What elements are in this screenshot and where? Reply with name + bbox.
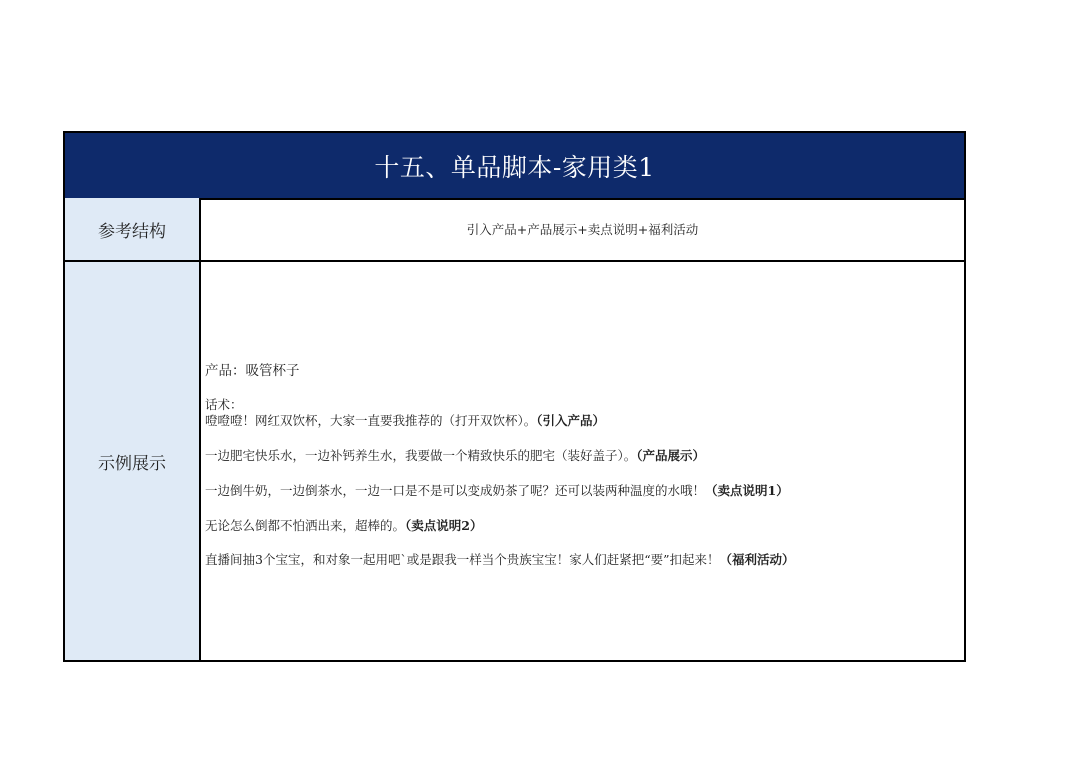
script-line-tag: （卖点说明1） — [705, 483, 789, 498]
script-line-text: 直播间抽3个宝宝，和对象一起用吧`或是跟我一样当个贵族宝宝！家人们赶紧把“要”扣起来！ — [205, 552, 720, 567]
script-line-tag: （产品展示） — [636, 448, 706, 463]
speech-label: 话术： — [205, 397, 243, 412]
script-line-tag: （卖点说明2） — [405, 518, 483, 533]
script-line-tag: （福利活动） — [719, 552, 795, 567]
script-line-text: 一边肥宅快乐水，一边补钙养生水，我要做一个精致快乐的肥宅（装好盖子）。 — [205, 448, 637, 463]
product-line: 产品：吸管杯子 — [205, 363, 300, 379]
example-label: 示例展示 — [65, 262, 201, 660]
example-content — [201, 262, 964, 660]
script-table — [63, 131, 966, 662]
script-line — [205, 411, 605, 429]
structure-label: 参考结构 — [65, 198, 201, 262]
script-line-text: 无论怎么倒都不怕洒出来，超棒的。 — [205, 518, 406, 533]
table-title: 十五、单品脚本-家用类1 — [65, 133, 964, 200]
script-line — [205, 446, 705, 464]
structure-value: 引入产品+产品展示+卖点说明+福利活动 — [201, 198, 964, 262]
script-line — [205, 550, 795, 568]
script-line — [205, 481, 789, 499]
script-line-tag: （引入产品） — [536, 413, 606, 428]
script-line — [205, 516, 482, 534]
script-line-text: 一边倒牛奶，一边倒茶水，一边一口是不是可以变成奶茶了呢？还可以装两种温度的水哦！ — [205, 483, 706, 498]
script-line-text: 噔噔噔！网红双饮杯，大家一直要我推荐的（打开双饮杯）。 — [205, 413, 537, 428]
